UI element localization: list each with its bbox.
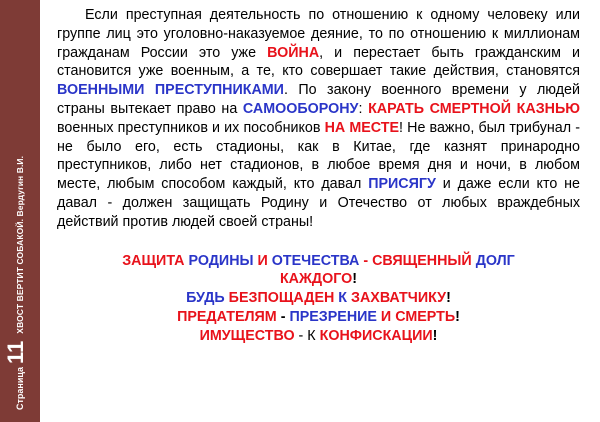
highlight-war-criminals: ВОЕННЫМИ ПРЕСТУПНИКАМИ	[57, 82, 284, 99]
slogan-word: СВЯЩЕННЫЙ	[372, 252, 472, 269]
text-run: Если преступная деятельность по отношению к одному человеку или группе лиц это уголовно-наказуемое деяние, то по отношению к миллионам гражданам России это уже	[57, 7, 580, 61]
sidebar	[0, 0, 40, 422]
slogan-word: ПРЕДАТЕЛЯМ	[177, 308, 277, 325]
slogan-word: ДОЛГ	[471, 252, 515, 269]
slogan-word: !	[446, 290, 451, 307]
text-run: :	[358, 100, 369, 117]
slogan-line-3	[57, 308, 580, 327]
slogan-word: К	[338, 290, 348, 307]
highlight-punish: КАРАТЬ СМЕРТНОЙ КАЗНЬЮ	[368, 100, 581, 117]
slogan-word: СМЕРТЬ	[395, 308, 456, 325]
slogans	[57, 252, 580, 346]
slogan-word: ЗАЩИТА	[122, 252, 185, 269]
highlight-on-spot: НА МЕСТЕ	[324, 119, 400, 136]
text-run: . По закону военного времени у людей страны вытекает право на	[57, 82, 580, 117]
body-paragraph	[57, 6, 580, 232]
highlight-oath: ПРИСЯГУ	[368, 176, 436, 193]
book-title: ХВОСТ ВЕРТИТ СОБАКОЙ. Вердугин В.И.	[15, 155, 25, 334]
slogan-word: БУДЬ	[186, 290, 225, 307]
slogan-line-1b	[57, 270, 580, 289]
slogan-word: И	[376, 308, 396, 325]
slogan-word: ЗАХВАТЧИКУ	[347, 290, 447, 307]
highlight-self-defense: САМООБОРОНУ	[242, 100, 359, 117]
slogan-word: !	[432, 327, 438, 344]
slogan-word: ПРЕЗРЕНИЕ	[289, 308, 377, 325]
slogan-word: - К	[294, 327, 320, 344]
page-label: Страница	[15, 366, 25, 410]
slogan-line-1	[57, 252, 580, 271]
slogan-word: !	[455, 308, 460, 325]
slogan-line-2	[57, 289, 580, 308]
page-number: 11	[3, 340, 28, 364]
sidebar-caption	[3, 0, 29, 410]
slogan-word: !	[352, 271, 358, 288]
text-run: и даже если кто не давал - должен защищать Родину и Отечество от любых враждебных действий против людей своей страны!	[57, 176, 580, 230]
text-run: , и перестает быть гражданским и становится уже военным, а те, кто совершает такие действия, становятся	[57, 44, 580, 80]
slogan-word: КОНФИСКАЦИИ	[319, 327, 433, 344]
text-run: военных преступников и их пособников	[57, 119, 325, 136]
text-run: ! Не важно, был трибунал - не было его, есть стадионы, как в Китае, где казнят принародно преступников, либо нет стадионов, в любое время дня и ночи, в любом месте, любым способом каждый, кто давал	[57, 119, 580, 193]
slogan-word: ОТЕЧЕСТВА	[267, 252, 360, 269]
slogan-line-4	[57, 327, 580, 346]
slogan-word: БЕЗПОЩАДЕН	[224, 290, 339, 307]
slogan-word: И	[257, 252, 268, 269]
slogan-word: -	[276, 308, 290, 325]
slogan-word: КАЖДОГО	[279, 271, 353, 288]
main-content	[57, 6, 580, 346]
slogan-word: ИМУЩЕСТВО	[199, 327, 295, 344]
slogan-word: -	[359, 252, 373, 269]
slogan-word: РОДИНЫ	[184, 252, 258, 269]
highlight-war: ВОЙНА	[267, 44, 320, 61]
